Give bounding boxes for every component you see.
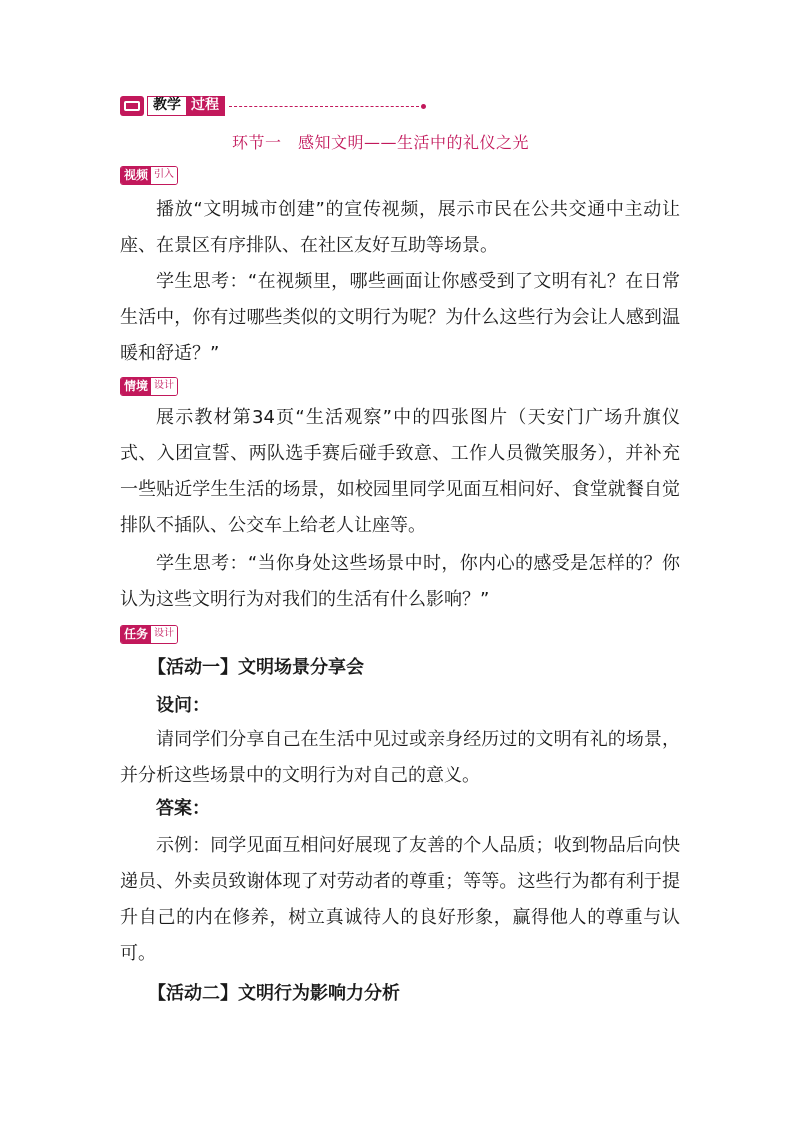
tag-video-intro — [120, 166, 178, 185]
section-divider — [229, 106, 419, 107]
answer-label: 答案： — [156, 798, 210, 819]
tag-task-b: 设计 — [151, 626, 177, 643]
tag-scene-design — [120, 377, 178, 396]
tag-scene-a: 情境 — [121, 378, 151, 395]
paragraph-answer: 示例：同学见面互相问好展现了友善的个人品质；收到物品后向快递员、外卖员致谢体现了对劳动者的尊重；等等。这些行为都有利于提升自己的内在修养，树立真诚待人的良好形象，赢得他人的尊重与认可。 — [120, 835, 680, 964]
tag-video-b: 引入 — [151, 167, 177, 184]
section-label — [147, 96, 225, 116]
book-icon — [120, 96, 144, 116]
paragraph-question: 请同学们分享自己在生活中见过或亲身经历过的文明有礼的场景，并分析这些场景中的文明行为对自己的意义。 — [120, 729, 680, 786]
section-label-a: 教学 — [148, 97, 186, 115]
paragraph-think-2: 学生思考：“当你身处这些场景中时，你内心的感受是怎样的？你认为这些文明行为对我们的生活有什么影响？” — [120, 553, 680, 610]
paragraph-think-1: 学生思考：“在视频里，哪些画面让你感受到了文明有礼？在日常生活中，你有过哪些类似的文明行为呢？为什么这些行为会让人感到温暖和舒适？” — [120, 271, 680, 364]
paragraph-scene: 展示教材第34页“生活观察”中的四张图片（天安门广场升旗仪式、入团宣誓、两队选手赛后碰手致意、工作人员微笑服务），并补充一些贴近学生生活的场景，如校园里同学见面互相问好、食堂就餐自觉排队不插队、公交车上给老人让座等。 — [120, 407, 680, 536]
section-header — [120, 95, 426, 117]
tag-scene-b: 设计 — [151, 378, 177, 395]
section-label-b: 过程 — [186, 97, 224, 115]
tag-video-a: 视频 — [121, 167, 151, 184]
activity-1-heading: 【活动一】文明场景分享会 — [148, 657, 364, 678]
tag-task-design — [120, 625, 178, 644]
activity-2-heading: 【活动二】文明行为影响力分析 — [148, 983, 400, 1004]
link-title: 环节一 感知文明——生活中的礼仪之光 — [232, 133, 530, 152]
section-divider-dot — [421, 104, 426, 109]
question-label: 设问： — [156, 695, 210, 716]
tag-task-a: 任务 — [121, 626, 151, 643]
paragraph-video: 播放“文明城市创建”的宣传视频，展示市民在公共交通中主动让座、在景区有序排队、在社区友好互助等场景。 — [120, 199, 680, 256]
